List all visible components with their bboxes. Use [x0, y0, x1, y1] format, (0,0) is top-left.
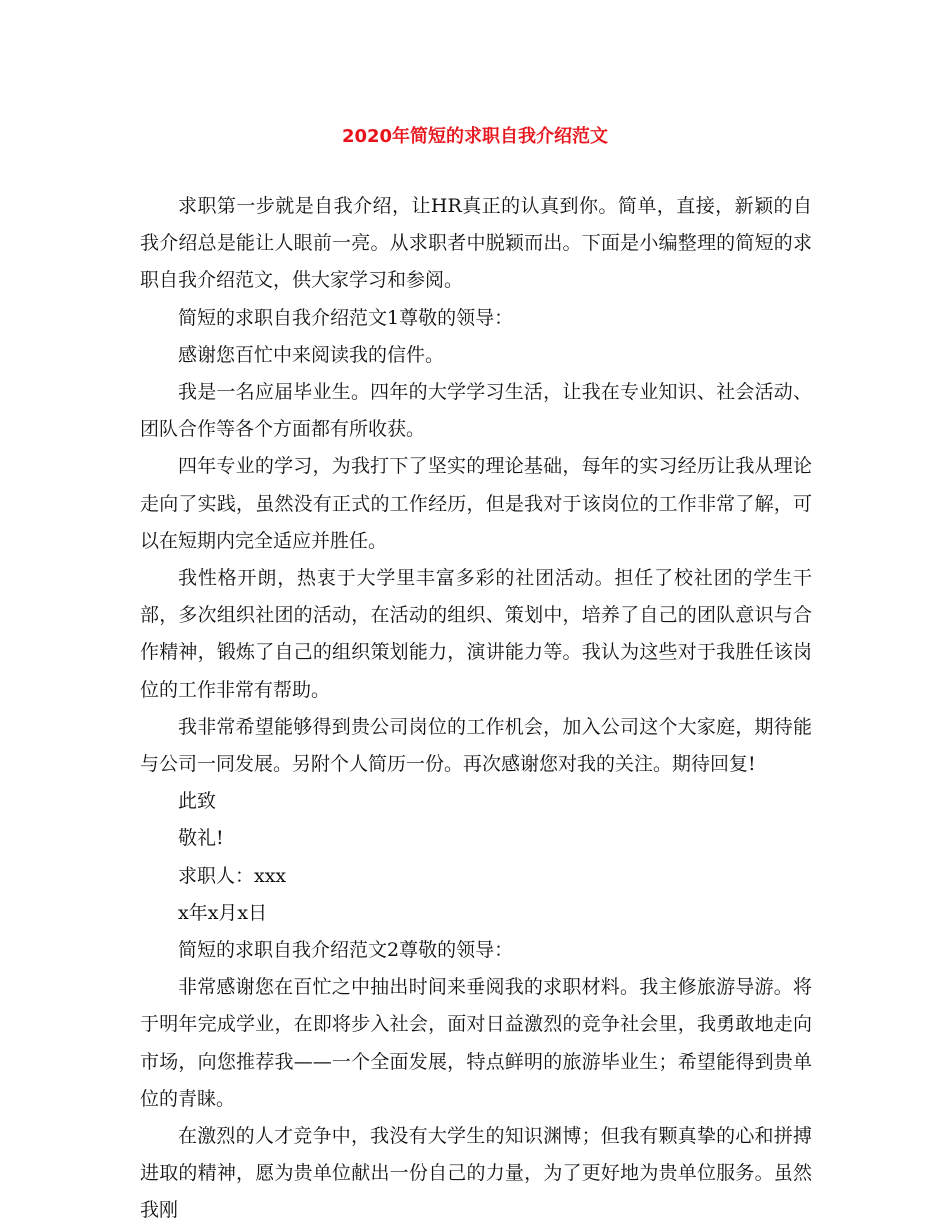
paragraph: 我非常希望能够得到贵公司岗位的工作机会，加入公司这个大家庭，期待能与公司一同发展。另附个人简历一份。再次感谢您对我的关注。期待回复!: [140, 715, 812, 776]
paragraph-sample1-heading: 简短的求职自我介绍范文1尊敬的领导：: [178, 306, 514, 329]
paragraph: 在激烈的人才竞争中，我没有大学生的知识渊博；但我有颗真挚的心和拼搏进取的精神，愿为贵单位献出一份自己的力量，为了更好地为贵单位服务。虽然我刚: [140, 1125, 812, 1222]
paragraph: 我是一名应届毕业生。四年的大学学习生活，让我在专业知识、社会活动、团队合作等各个方面都有所收获。: [140, 381, 812, 441]
paragraph-intro: 求职第一步就是自我介绍，让HR真正的认真到你。简单，直接，新颖的自我介绍总是能让人眼前一亮。从求职者中脱颖而出。下面是小编整理的简短的求职自我介绍范文，供大家学习和参阅。: [140, 195, 812, 292]
paragraph: 我性格开朗，热衷于大学里丰富多彩的社团活动。担任了校社团的学生干部，多次组织社团的活动，在活动的组织、策划中，培养了自己的团队意识与合作精神，锻炼了自己的组织策划能力，演讲能力等。我认为这些对于我胜任该岗位的工作非常有帮助。: [140, 567, 812, 701]
date-line: x年x月x日: [178, 901, 268, 924]
document-title: 2020年简短的求职自我介绍范文: [341, 126, 609, 147]
paragraph: 非常感谢您在百忙之中抽出时间来垂阅我的求职材料。我主修旅游导游。将于明年完成学业，在即将步入社会，面对日益激烈的竞争社会里，我勇敢地走向市场，向您推荐我——一个全面发展，特点鲜明的旅游毕业生；希望能得到贵单位的青睐。: [140, 976, 812, 1110]
document-body: [140, 188, 812, 1230]
paragraph-sample2-heading: 简短的求职自我介绍范文2尊敬的领导：: [178, 939, 514, 962]
signature-line: 求职人：xxx: [178, 864, 287, 887]
closing-salutation: 此致: [178, 790, 217, 813]
paragraph: 四年专业的学习，为我打下了坚实的理论基础，每年的实习经历让我从理论走向了实践，虽然没有正式的工作经历，但是我对于该岗位的工作非常了解，可以在短期内完全适应并胜任。: [140, 455, 812, 552]
closing-regards: 敬礼!: [178, 827, 224, 850]
paragraph: 感谢您百忙中来阅读我的信件。: [178, 343, 445, 366]
